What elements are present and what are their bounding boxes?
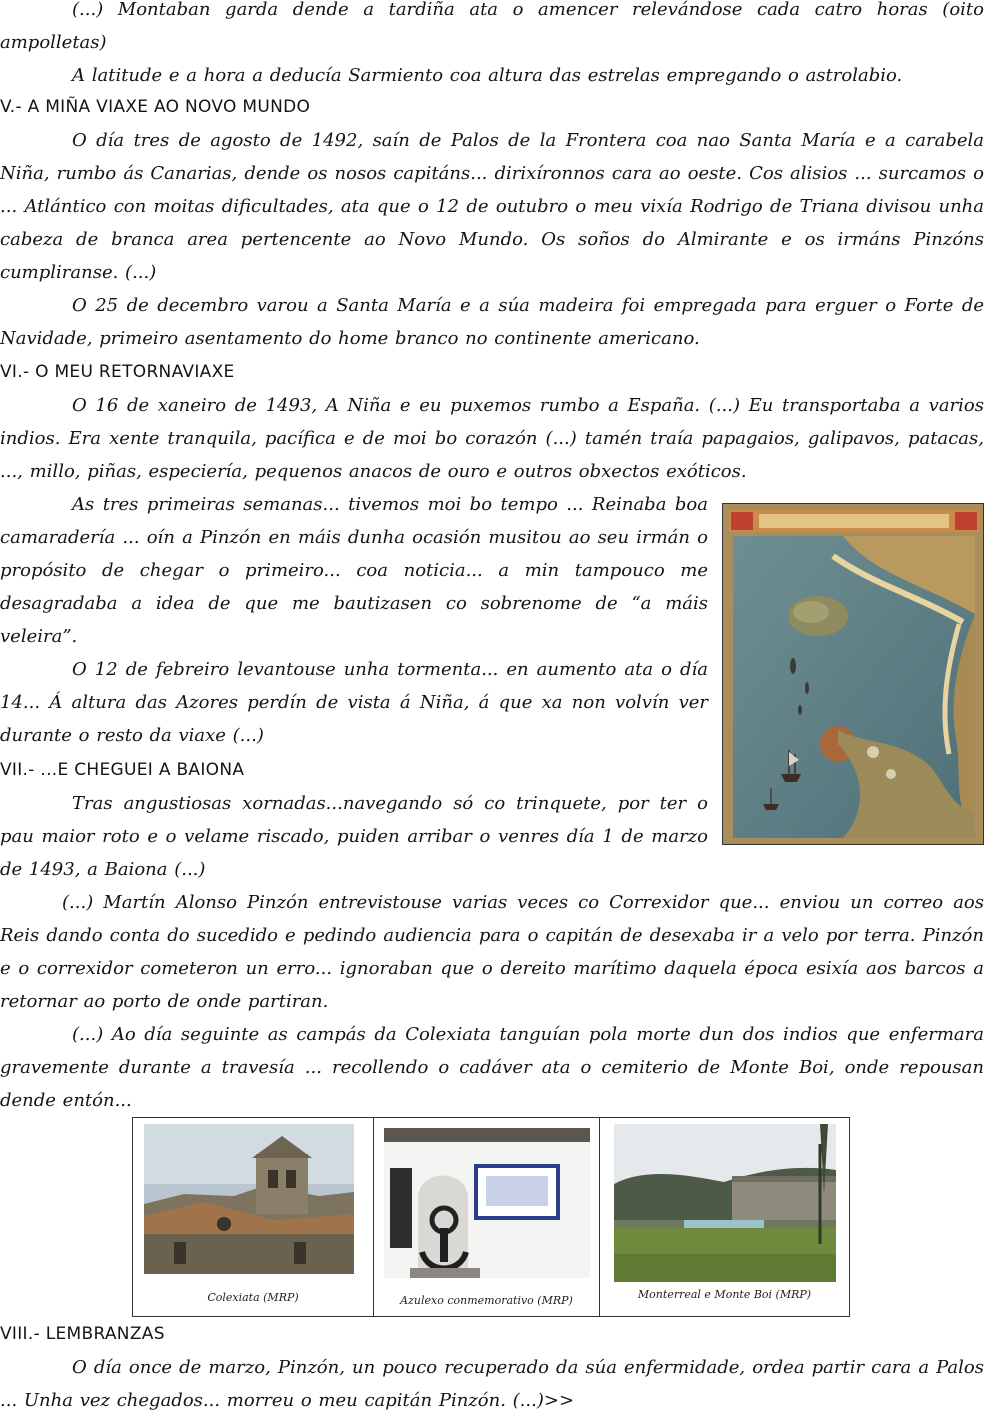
- caption-colexiata: Colexiata (MRP): [207, 1291, 299, 1304]
- paragraph-arrival-baiona: Tras angustiosas xornadas...navegando só co trinquete, por ter o pau maior roto e o velame riscado, puiden arribar o venres día 1 de marzo de 1493, a Baiona (...): [0, 793, 708, 880]
- paragraph-latitude: A latitude e a hora a deducía Sarmiento coa altura das estrelas empregando o astrolabio.: [72, 65, 903, 86]
- figure-colexiata: [133, 1118, 373, 1316]
- paragraph-watch-shifts: (...) Montaban garda dende a tardiña ata o amencer relevándose cada catro horas (oito ampolletas): [0, 0, 984, 53]
- heading-section-5: V.- A MIÑA VIAXE AO NOVO MUNDO: [0, 97, 311, 117]
- paragraph-return-voyage: O 16 de xaneiro de 1493, A Niña e eu puxemos rumbo a España. (...) Eu transportaba a varios indios. Era xente tranquila, pacífica e de moi bo corazón (...) tamén traía papagaios, galipavos, patacas, ..., millo, piñas, especiería, pequenos anacos de ouro e outros obxectos exóticos.: [0, 395, 984, 482]
- baiona-bay-map-image: [722, 503, 984, 845]
- paragraph-first-weeks: As tres primeiras semanas... tivemos moi bo tempo ... Reinaba boa camaradería ... oín a Pinzón en máis dunha ocasión musitou ao seu irmán o propósito de chegar o primeiro... coa noticia... a min tampouco me desagradaba a idea de que me bautizasen co sobrenome de “a máis veleira”.: [0, 494, 708, 647]
- heading-section-7: VII.- ...E CHEGUEI A BAIONA: [0, 760, 245, 780]
- figure-azulexo: [373, 1118, 599, 1316]
- heading-section-8: VIII.- LEMBRANZAS: [0, 1324, 165, 1344]
- fortress-lawn-photo-icon: [614, 1124, 836, 1282]
- caption-azulexo: Azulexo conmemorativo (MRP): [400, 1294, 573, 1307]
- paragraph-indian-burial: (...) Ao día seguinte as campás da Colexiata tanguían pola morte dun dos indios que enfermara gravemente durante a travesía ... recollendo o cadáver ata o cemiterio de Monte Boi, onde repousan dende entón...: [0, 1024, 984, 1111]
- paragraph-storm: O 12 de febreiro levantouse unha tormenta... en aumento ata o día 14... Á altura das Azores perdín de vista á Niña, á que xa non volvín ver durante o resto da viaxe (...): [0, 659, 708, 746]
- anchor-tile-photo-icon: [384, 1128, 590, 1278]
- church-photo-icon: [144, 1124, 354, 1274]
- paragraph-remembrances: O día once de marzo, Pinzón, un pouco recuperado da súa enfermidade, ordea partir cara a Palos ... Unha vez chegados... morreu o meu capitán Pinzón. (...)>>: [0, 1357, 984, 1411]
- heading-section-6: VI.- O MEU RETORNAVIAXE: [0, 362, 235, 382]
- paragraph-santa-maria: O 25 de decembro varou a Santa María e a súa madeira foi empregada para erguer o Forte de Navidade, primeiro asentamento do home branco no continente americano.: [0, 295, 984, 349]
- figure-monterreal: [599, 1118, 849, 1316]
- baiona-bay-historic-map-icon: [723, 504, 984, 845]
- paragraph-voyage-new-world: O día tres de agosto de 1492, saín de Palos de la Frontera coa nao Santa María e a carabela Niña, rumbo ás Canarias, dende os nosos capitáns... dirixíronnos cara ao oeste. Cos alisios ... surcamos o ... Atlántico con moitas dificultades, ata que o 12 de outubro o meu vixía Rodrigo de Triana divisou unha cabeza de branca area pertencente ao Novo Mundo. Os soños do Almirante e os irmáns Pinzóns cumpliranse. (...): [0, 130, 984, 283]
- photo-table: [132, 1117, 850, 1317]
- paragraph-corregidor: (...) Martín Alonso Pinzón entrevistouse varias veces co Correxidor que... enviou un correo aos Reis dando conta do sucedido e pedindo audiencia para o capitán de desexaba ir a velo por terra. Pinzón e o correxidor cometeron un erro... ignoraban que o dereito marítimo daquela época esixía aos barcos a retornar ao porto de onde partiran.: [0, 892, 984, 1012]
- caption-monterreal: Monterreal e Monte Boi (MRP): [637, 1288, 812, 1301]
